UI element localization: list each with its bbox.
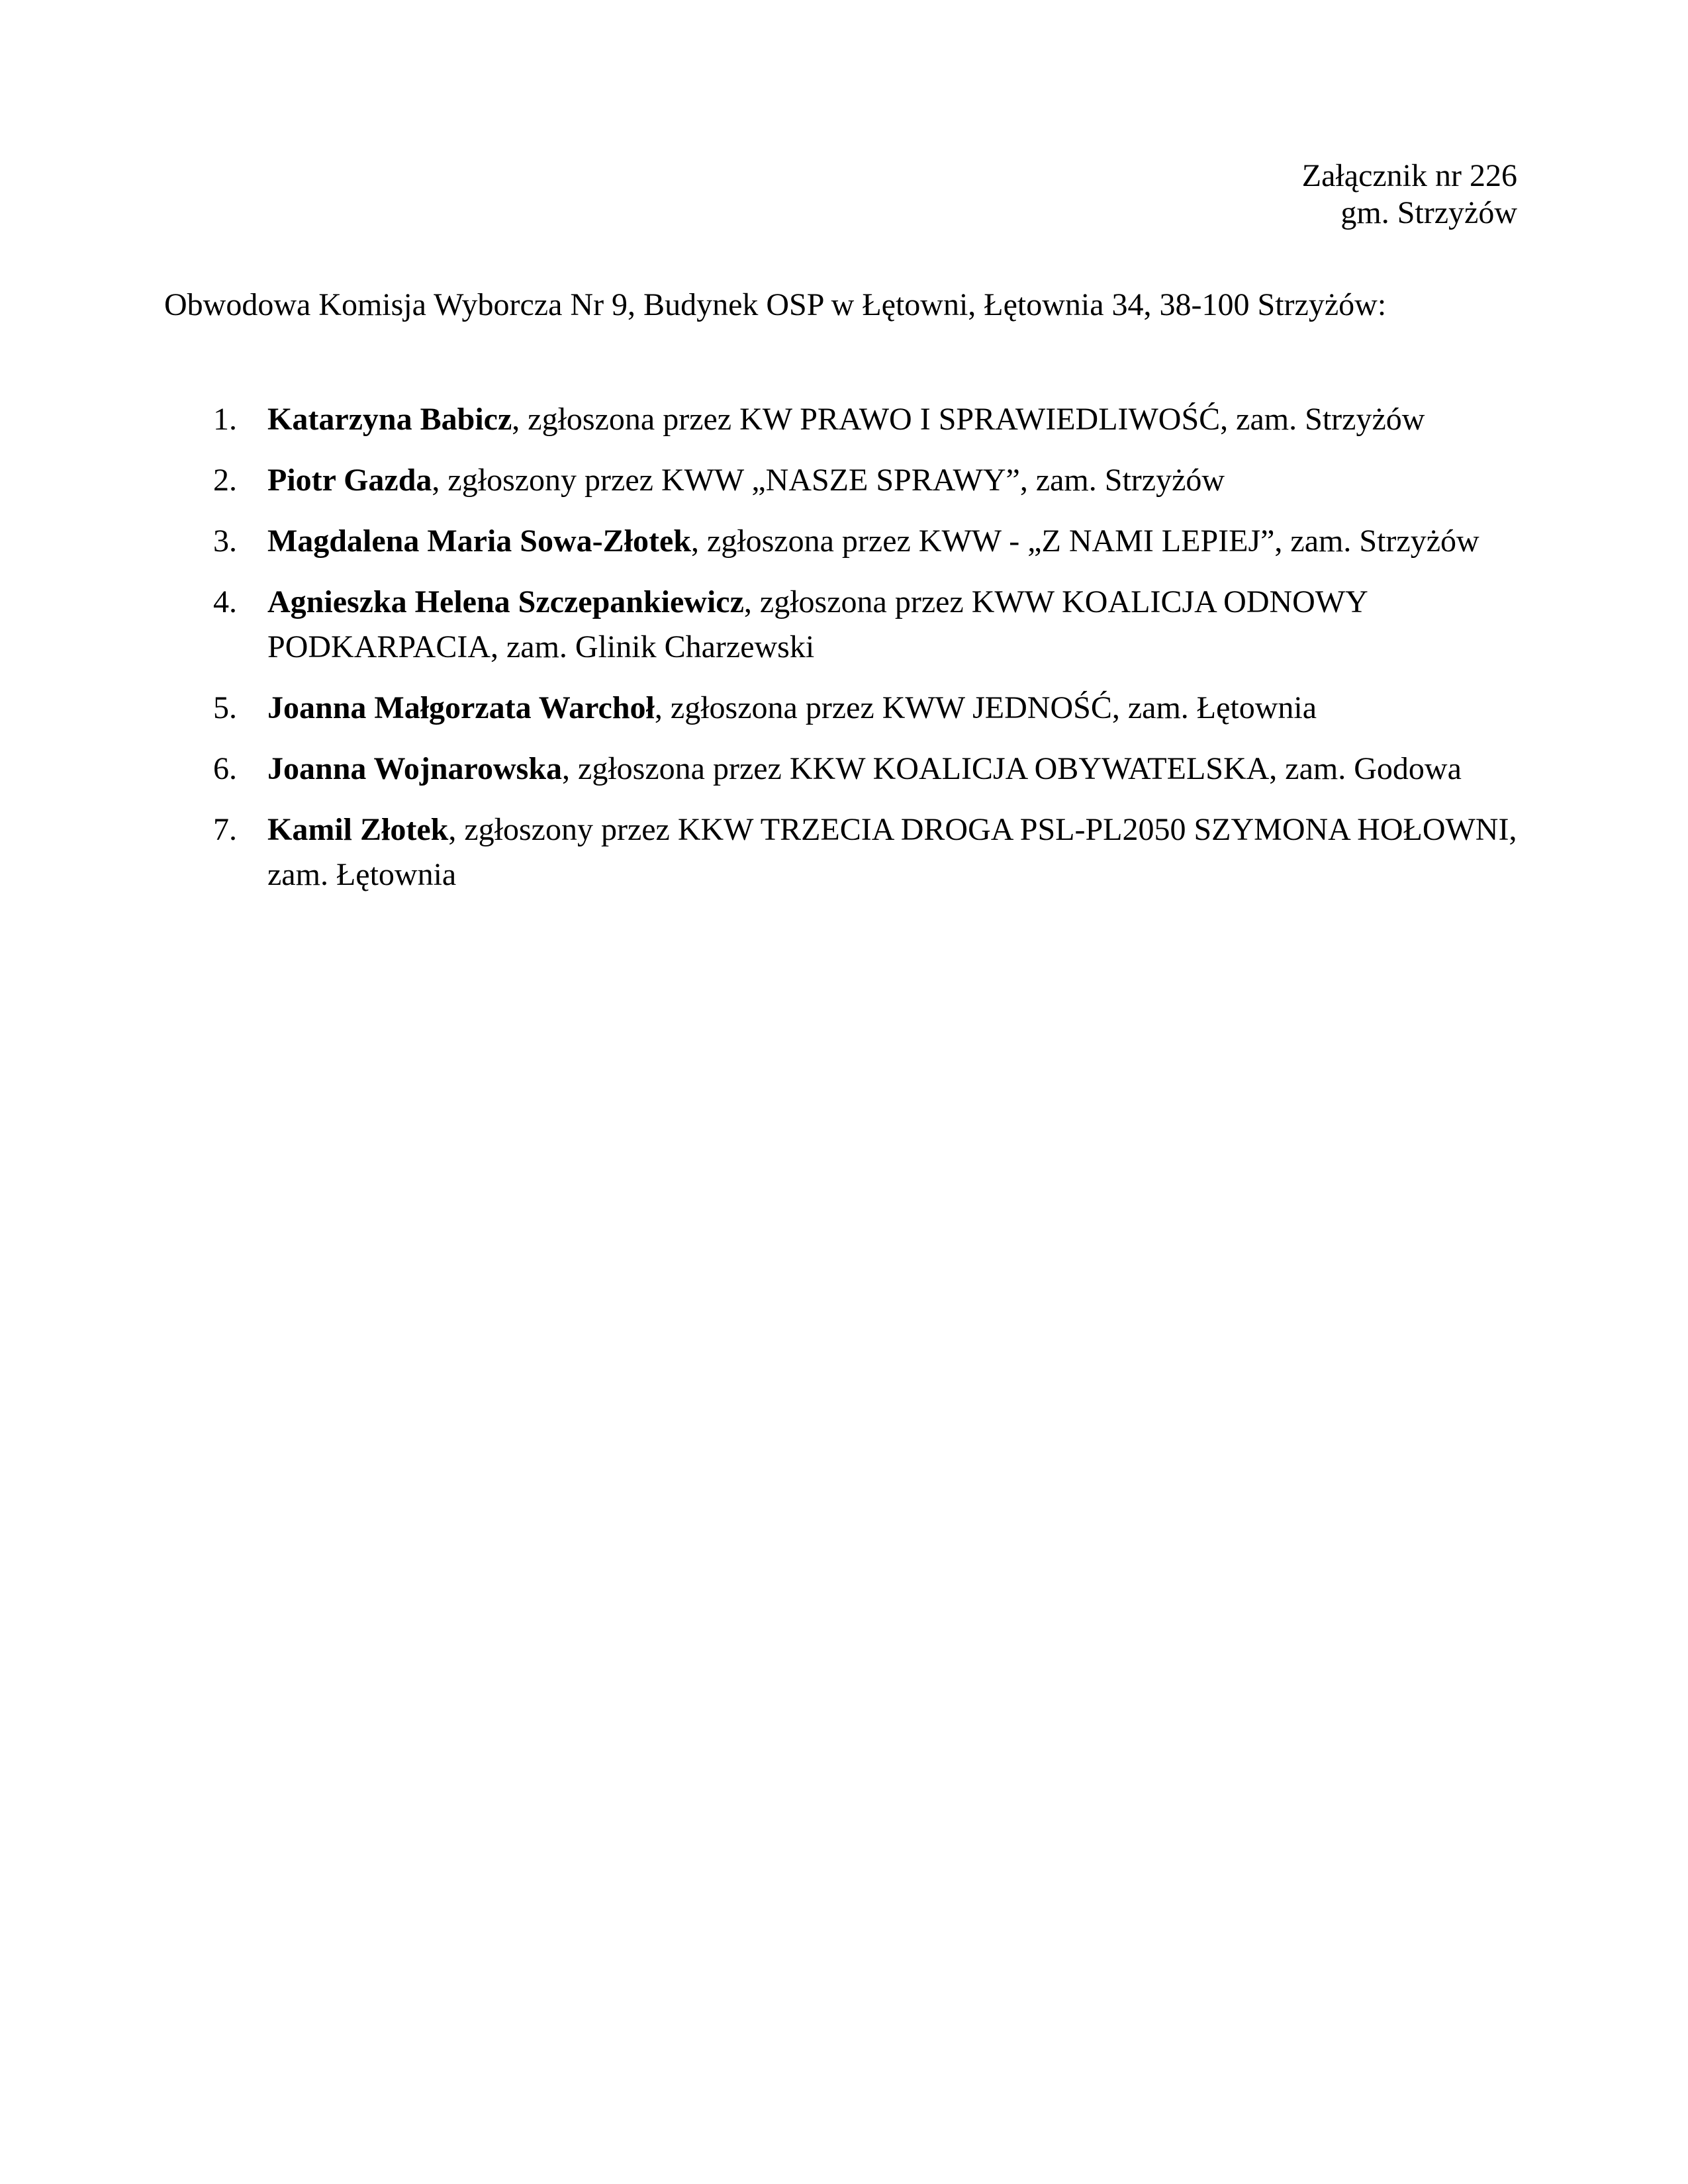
member-details: , zgłoszona przez KKW KOALICJA OBYWATELSKA, zam. Godowa [562,751,1462,786]
list-item-number: 1. [213,402,237,437]
commission-title: Obwodowa Komisja Wyborcza Nr 9, Budynek OSP w Łętowni, Łętownia 34, 38-100 Strzyżów: [164,287,1387,322]
list-item [0,686,1688,731]
list-item-text [267,397,1525,442]
list-item [0,807,1688,897]
member-details: , zgłoszony przez KWW „NASZE SPRAWY”, zam. Strzyżów [432,463,1225,498]
list-item-text [267,458,1525,503]
list-item [0,519,1688,564]
list-item [0,580,1688,670]
list-item [0,397,1688,442]
list-item-number: 4. [213,584,237,619]
member-name: Joanna Wojnarowska [267,751,563,786]
attachment-number: Załącznik nr 226 [1301,158,1517,193]
member-details: , zgłoszona przez KW PRAWO I SPRAWIEDLIWOŚĆ, zam. Strzyżów [512,402,1425,437]
members-list [0,397,1688,913]
list-item-number: 7. [213,812,237,847]
member-name: Joanna Małgorzata Warchoł [267,690,655,725]
member-name: Kamil Złotek [267,812,449,847]
member-name: Katarzyna Babicz [267,402,512,437]
list-item-text [267,519,1525,564]
member-name: Magdalena Maria Sowa-Złotek [267,523,691,559]
list-item-number: 2. [213,463,237,498]
list-item [0,747,1688,792]
list-item-number: 3. [213,523,237,559]
list-item-text [267,807,1525,897]
list-item-number: 5. [213,690,237,725]
list-item-text [267,747,1525,792]
attachment-header [1302,158,1517,232]
municipality-name: gm. Strzyżów [1340,195,1517,230]
list-item-text [267,580,1525,670]
list-item [0,458,1688,503]
member-details: , zgłoszona przez KWW JEDNOŚĆ, zam. Łętownia [654,690,1317,725]
member-details: , zgłoszony przez KKW TRZECIA DROGA PSL-PL2050 SZYMONA HOŁOWNI, zam. Łętownia [267,812,1517,892]
member-name: Agnieszka Helena Szczepankiewicz [267,584,744,619]
member-details: , zgłoszona przez KWW - „Z NAMI LEPIEJ”, zam. Strzyżów [690,523,1479,559]
list-item-text [267,686,1525,731]
member-name: Piotr Gazda [267,463,432,498]
member-details: , zgłoszona przez KWW KOALICJA ODNOWY PODKARPACIA, zam. Glinik Charzewski [267,584,1367,664]
list-item-number: 6. [213,751,237,786]
